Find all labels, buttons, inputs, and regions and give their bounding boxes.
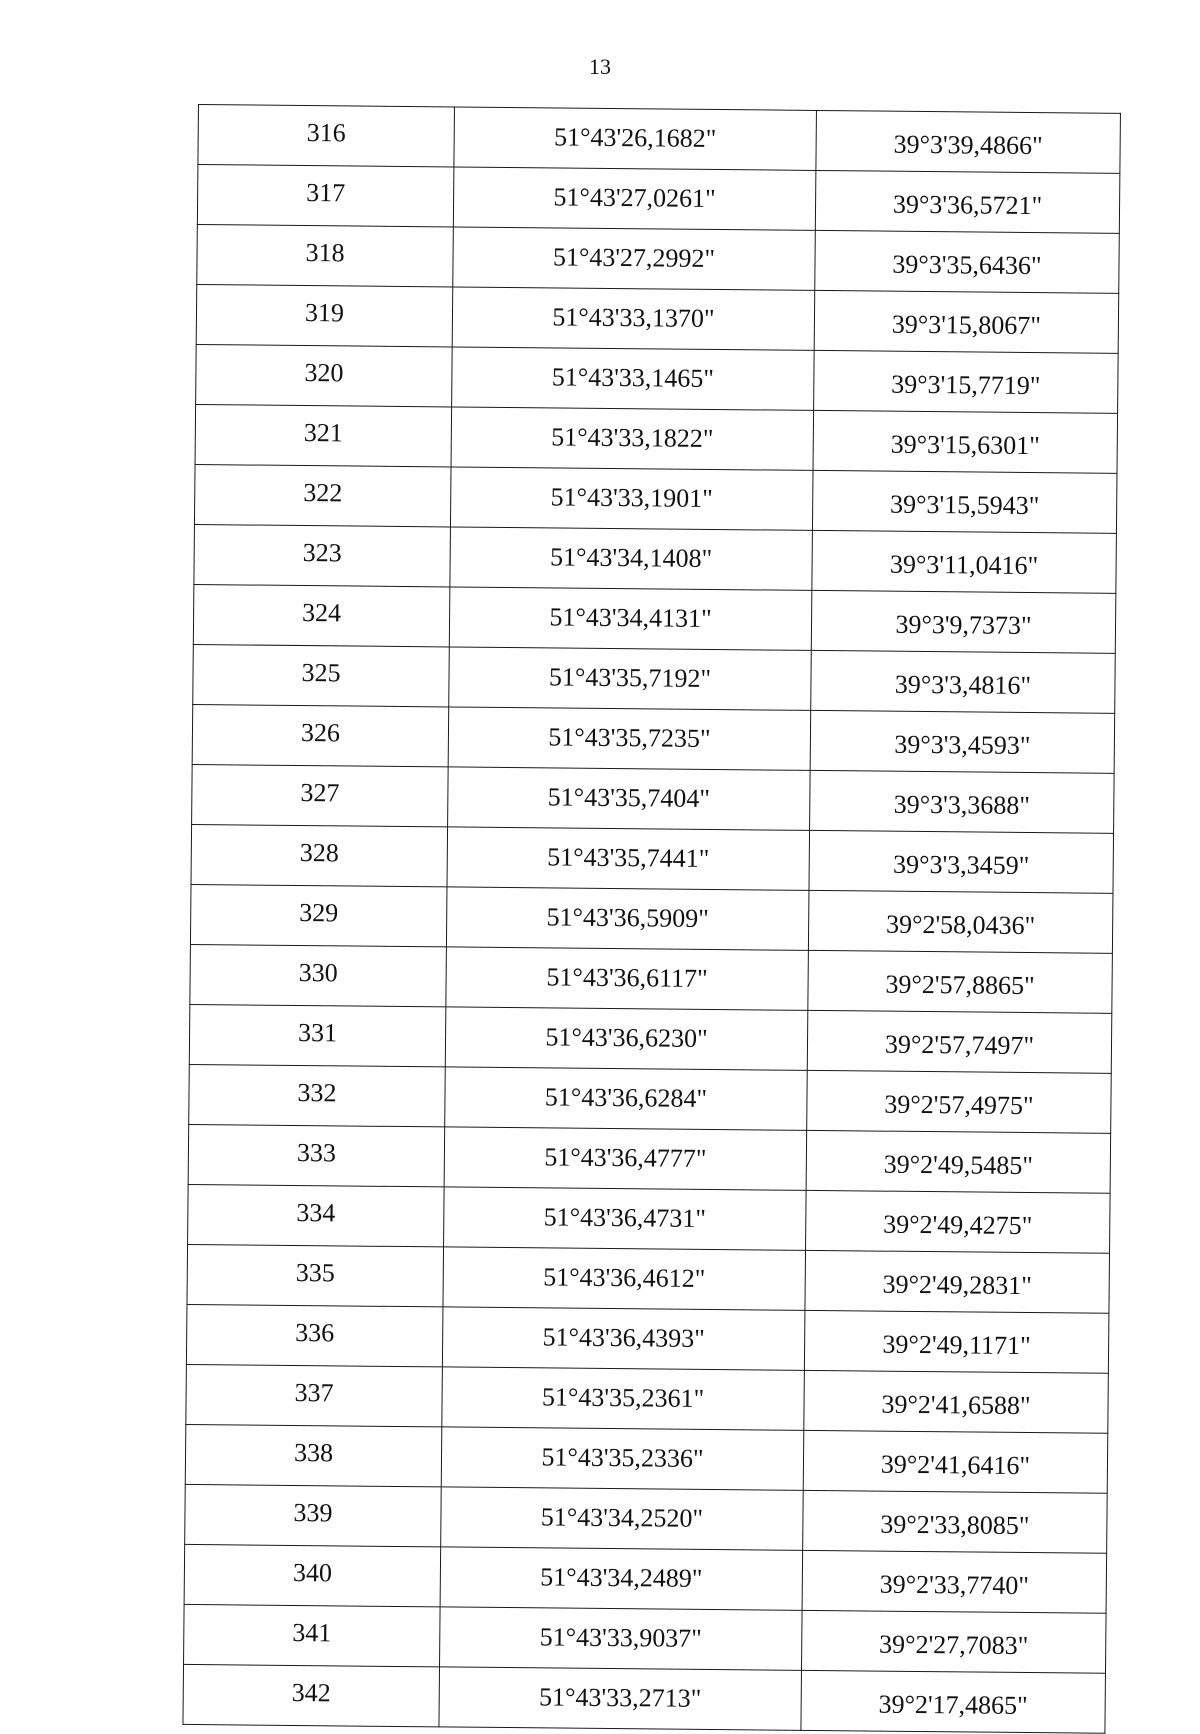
longitude-cell: 39°2'33,8085" bbox=[803, 1490, 1108, 1553]
latitude-cell: 51°43'35,7192" bbox=[449, 647, 812, 710]
point-number-cell: 328 bbox=[191, 824, 448, 886]
longitude-cell: 39°2'49,1171" bbox=[804, 1310, 1109, 1373]
longitude-cell: 39°3'9,7373" bbox=[811, 590, 1116, 653]
point-number-cell: 316 bbox=[198, 105, 455, 167]
longitude-cell: 39°3'15,8067" bbox=[814, 290, 1119, 353]
table-row bbox=[184, 1604, 1107, 1673]
latitude-cell: 51°43'34,4131" bbox=[449, 587, 812, 650]
longitude-cell: 39°3'39,4866" bbox=[816, 110, 1121, 173]
table-row bbox=[193, 584, 1116, 653]
point-number-cell: 325 bbox=[193, 644, 450, 706]
table-row bbox=[192, 704, 1115, 773]
longitude-cell: 39°3'15,5943" bbox=[812, 470, 1117, 533]
point-number-cell: 322 bbox=[194, 464, 451, 526]
point-number-cell: 334 bbox=[188, 1184, 445, 1246]
table-row bbox=[184, 1544, 1107, 1613]
latitude-cell: 51°43'35,7441" bbox=[447, 827, 810, 890]
coordinates-table-body bbox=[183, 105, 1121, 1734]
longitude-cell: 39°2'41,6416" bbox=[803, 1430, 1108, 1493]
longitude-cell: 39°3'15,7719" bbox=[814, 350, 1119, 413]
point-number-cell: 324 bbox=[193, 584, 450, 646]
latitude-cell: 51°43'36,4393" bbox=[442, 1307, 805, 1370]
longitude-cell: 39°2'49,5485" bbox=[806, 1130, 1111, 1193]
point-number-cell: 341 bbox=[184, 1604, 441, 1666]
latitude-cell: 51°43'36,6230" bbox=[445, 1007, 808, 1070]
longitude-cell: 39°3'3,3688" bbox=[810, 770, 1115, 833]
table-row bbox=[195, 404, 1118, 473]
table-row bbox=[185, 1484, 1108, 1553]
latitude-cell: 51°43'26,1682" bbox=[454, 107, 817, 170]
point-number-cell: 326 bbox=[192, 704, 449, 766]
longitude-cell: 39°2'58,0436" bbox=[808, 890, 1113, 953]
latitude-cell: 51°43'35,7235" bbox=[448, 707, 811, 770]
point-number-cell: 331 bbox=[189, 1004, 446, 1066]
point-number-cell: 318 bbox=[197, 224, 454, 286]
longitude-cell: 39°2'27,7083" bbox=[801, 1610, 1106, 1673]
table-row bbox=[190, 884, 1113, 953]
point-number-cell: 336 bbox=[186, 1304, 443, 1366]
point-number-cell: 323 bbox=[194, 524, 451, 586]
table-row bbox=[188, 1124, 1111, 1193]
point-number-cell: 320 bbox=[196, 344, 453, 406]
point-number-cell: 332 bbox=[189, 1064, 446, 1126]
longitude-cell: 39°3'15,6301" bbox=[813, 410, 1118, 473]
longitude-cell: 39°2'33,7740" bbox=[802, 1550, 1107, 1613]
longitude-cell: 39°3'36,5721" bbox=[815, 170, 1120, 233]
latitude-cell: 51°43'33,1465" bbox=[452, 347, 815, 410]
latitude-cell: 51°43'36,4777" bbox=[444, 1127, 807, 1190]
point-number-cell: 342 bbox=[183, 1664, 440, 1726]
table-row bbox=[197, 224, 1120, 293]
table-row bbox=[193, 644, 1116, 713]
longitude-cell: 39°2'49,2831" bbox=[805, 1250, 1110, 1313]
longitude-cell: 39°3'3,3459" bbox=[809, 830, 1114, 893]
latitude-cell: 51°43'35,7404" bbox=[448, 767, 811, 830]
latitude-cell: 51°43'27,0261" bbox=[453, 167, 816, 230]
point-number-cell: 319 bbox=[196, 284, 453, 346]
latitude-cell: 51°43'36,4731" bbox=[444, 1187, 807, 1250]
table-row bbox=[192, 764, 1115, 833]
latitude-cell: 51°43'33,1822" bbox=[451, 407, 814, 470]
table-row bbox=[190, 944, 1113, 1013]
latitude-cell: 51°43'33,2713" bbox=[439, 1667, 802, 1730]
table-row bbox=[183, 1664, 1106, 1733]
latitude-cell: 51°43'36,5909" bbox=[446, 887, 809, 950]
table-row bbox=[187, 1244, 1110, 1313]
point-number-cell: 321 bbox=[195, 404, 452, 466]
point-number-cell: 337 bbox=[186, 1364, 443, 1426]
table-row bbox=[194, 464, 1117, 533]
table-row bbox=[186, 1304, 1109, 1373]
latitude-cell: 51°43'36,4612" bbox=[443, 1247, 806, 1310]
latitude-cell: 51°43'34,2520" bbox=[441, 1487, 804, 1550]
point-number-cell: 327 bbox=[192, 764, 449, 826]
longitude-cell: 39°2'41,6588" bbox=[804, 1370, 1109, 1433]
latitude-cell: 51°43'36,6117" bbox=[446, 947, 809, 1010]
page-number: 13 bbox=[589, 54, 611, 79]
table-row bbox=[186, 1364, 1109, 1433]
table-row bbox=[197, 165, 1120, 234]
latitude-cell: 51°43'36,6284" bbox=[445, 1067, 808, 1130]
latitude-cell: 51°43'35,2336" bbox=[441, 1427, 804, 1490]
longitude-cell: 39°2'57,7497" bbox=[807, 1010, 1112, 1073]
table-row bbox=[191, 824, 1114, 893]
latitude-cell: 51°43'33,1370" bbox=[452, 287, 815, 350]
table-row bbox=[189, 1064, 1112, 1133]
table-row bbox=[185, 1424, 1108, 1493]
point-number-cell: 338 bbox=[185, 1424, 442, 1486]
longitude-cell: 39°2'49,4275" bbox=[806, 1190, 1111, 1253]
longitude-cell: 39°2'57,4975" bbox=[807, 1070, 1112, 1133]
table-row bbox=[196, 284, 1119, 353]
latitude-cell: 51°43'27,2992" bbox=[453, 227, 816, 290]
longitude-cell: 39°3'11,0416" bbox=[812, 530, 1117, 593]
latitude-cell: 51°43'33,1901" bbox=[450, 467, 813, 530]
point-number-cell: 339 bbox=[185, 1484, 442, 1546]
point-number-cell: 335 bbox=[187, 1244, 444, 1306]
longitude-cell: 39°2'17,4865" bbox=[801, 1670, 1106, 1733]
latitude-cell: 51°43'35,2361" bbox=[442, 1367, 805, 1430]
table-row bbox=[196, 344, 1119, 413]
table-row bbox=[198, 105, 1121, 174]
table-row bbox=[194, 524, 1117, 593]
latitude-cell: 51°43'34,1408" bbox=[450, 527, 813, 590]
coordinates-table bbox=[182, 104, 1121, 1734]
point-number-cell: 333 bbox=[188, 1124, 445, 1186]
point-number-cell: 329 bbox=[190, 884, 447, 946]
table-row bbox=[189, 1004, 1112, 1073]
latitude-cell: 51°43'34,2489" bbox=[440, 1547, 803, 1610]
latitude-cell: 51°43'33,9037" bbox=[440, 1607, 803, 1670]
longitude-cell: 39°3'3,4816" bbox=[811, 650, 1116, 713]
point-number-cell: 317 bbox=[197, 165, 454, 227]
longitude-cell: 39°2'57,8865" bbox=[808, 950, 1113, 1013]
longitude-cell: 39°3'35,6436" bbox=[815, 230, 1120, 293]
point-number-cell: 330 bbox=[190, 944, 447, 1006]
point-number-cell: 340 bbox=[184, 1544, 441, 1606]
table-row bbox=[188, 1184, 1111, 1253]
longitude-cell: 39°3'3,4593" bbox=[810, 710, 1115, 773]
